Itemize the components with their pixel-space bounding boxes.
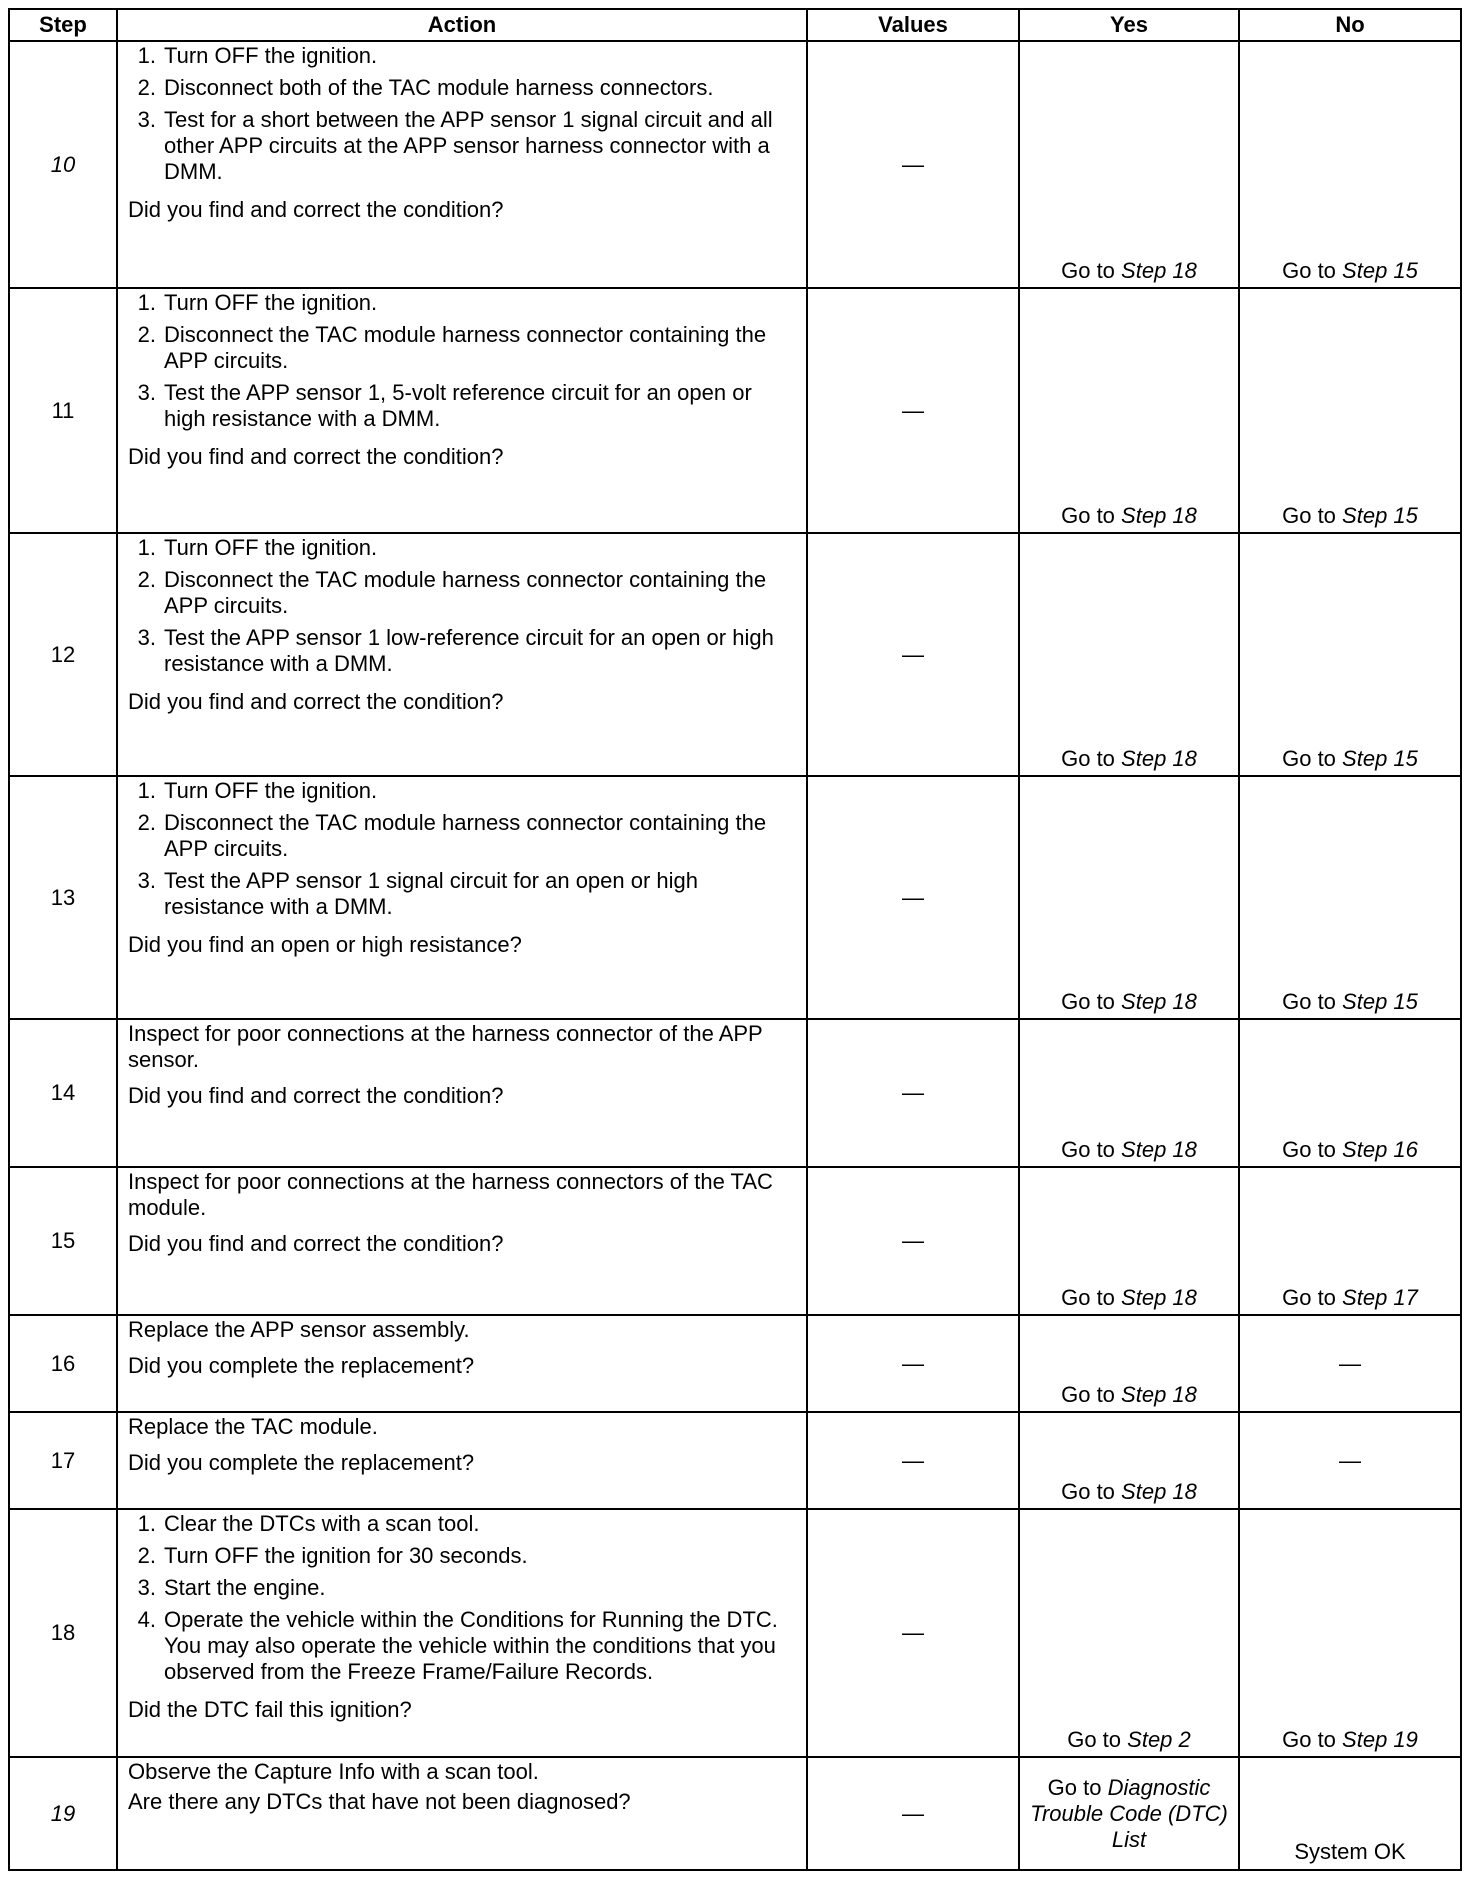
action-steps xyxy=(128,43,798,191)
action-cell xyxy=(117,41,807,288)
action-question: Did you complete the replacement? xyxy=(128,1353,475,1378)
no-step-link[interactable]: Step 17 xyxy=(1342,1285,1418,1310)
values-cell xyxy=(807,1509,1019,1757)
header-no: No xyxy=(1239,9,1461,41)
values-dash: — xyxy=(902,884,924,910)
action-question: Did you find and correct the condition? xyxy=(128,1083,504,1108)
no-step-link[interactable]: Step 15 xyxy=(1342,258,1418,283)
action-step: 3. Test the APP sensor 1, 5-volt reference circuit for an open or high resistance with a DMM. xyxy=(137,380,752,431)
values-dash: — xyxy=(902,1228,924,1253)
no-cell: Go to Step 16 xyxy=(1239,1019,1461,1167)
action-text: Replace the TAC module. xyxy=(128,1414,378,1439)
no-cell xyxy=(1239,1757,1461,1870)
yes-step-link[interactable]: Step 18 xyxy=(1121,1479,1197,1504)
no-step-link[interactable]: Step 15 xyxy=(1342,746,1418,771)
action-cell xyxy=(117,1167,807,1315)
table-row-step-17 xyxy=(9,1412,1461,1509)
action-step: 1. Turn OFF the ignition. xyxy=(137,43,378,68)
no-cell: Go to Step 15 xyxy=(1239,776,1461,1019)
action-step: 1. Clear the DTCs with a scan tool. xyxy=(137,1511,480,1536)
action-step: 2. Disconnect both of the TAC module harness connectors. xyxy=(137,75,714,100)
no-cell xyxy=(1239,1315,1461,1412)
no-cell: Go to Step 15 xyxy=(1239,41,1461,288)
values-dash: — xyxy=(902,1447,924,1473)
action-step: 3. Test the APP sensor 1 low-reference circuit for an open or high resistance with a DMM. xyxy=(137,625,774,676)
no-cell xyxy=(1239,1412,1461,1509)
yes-cell: Go to Step 2 xyxy=(1019,1509,1239,1757)
values-cell xyxy=(807,1757,1019,1870)
action-text: Replace the APP sensor assembly. xyxy=(128,1317,470,1342)
yes-step-link[interactable]: Step 2 xyxy=(1127,1727,1191,1752)
table-row-step-14 xyxy=(9,1019,1461,1167)
action-text: Inspect for poor connections at the harness connectors of the TAC module. xyxy=(128,1169,773,1220)
action-cell xyxy=(117,1757,807,1870)
action-text: Inspect for poor connections at the harness connector of the APP sensor. xyxy=(128,1021,763,1072)
table-row-step-18 xyxy=(9,1509,1461,1757)
diagnostic-steps-table xyxy=(8,8,1462,1871)
values-dash: — xyxy=(902,151,924,177)
no-dash: — xyxy=(1339,1350,1361,1376)
header-yes: Yes xyxy=(1019,9,1239,41)
action-step: 4. Operate the vehicle within the Conditions for Running the DTC. You may also operate the vehicle within the conditions that you observed from the Freeze Frame/Failure Records. xyxy=(137,1607,778,1684)
header-step: Step xyxy=(9,9,117,41)
step-number: 15 xyxy=(9,1167,117,1315)
yes-cell: Go to Step 18 xyxy=(1019,1315,1239,1412)
action-step: 2. Turn OFF the ignition for 30 seconds. xyxy=(137,1543,528,1568)
step-number: 19 xyxy=(9,1757,117,1870)
no-step-link[interactable]: Step 15 xyxy=(1342,503,1418,528)
step-number: 11 xyxy=(9,288,117,533)
action-question: Are there any DTCs that have not been diagnosed? xyxy=(128,1789,631,1814)
yes-step-link[interactable]: Step 18 xyxy=(1121,746,1197,771)
action-step: 2. Disconnect the TAC module harness connector containing the APP circuits. xyxy=(137,322,767,373)
action-question: Did you find and correct the condition? xyxy=(128,444,504,469)
step-number: 14 xyxy=(9,1019,117,1167)
table-row-step-16 xyxy=(9,1315,1461,1412)
yes-step-link[interactable]: Step 18 xyxy=(1121,503,1197,528)
yes-cell: Go to Step 18 xyxy=(1019,1019,1239,1167)
values-cell xyxy=(807,288,1019,533)
step-number: 12 xyxy=(9,533,117,776)
action-cell xyxy=(117,288,807,533)
step-number: 10 xyxy=(9,41,117,288)
yes-step-link[interactable]: Step 18 xyxy=(1121,989,1197,1014)
step-number: 18 xyxy=(9,1509,117,1757)
values-cell xyxy=(807,41,1019,288)
yes-cell: Go to Step 18 xyxy=(1019,1167,1239,1315)
table-row-step-19 xyxy=(9,1757,1461,1870)
action-question: Did you complete the replacement? xyxy=(128,1450,475,1475)
action-step: 3. Test the APP sensor 1 signal circuit for an open or high resistance with a DMM. xyxy=(137,868,699,919)
table-header-row xyxy=(9,9,1461,41)
yes-step-link[interactable]: Step 18 xyxy=(1121,1285,1197,1310)
action-steps xyxy=(128,1511,798,1691)
table-row-step-12 xyxy=(9,533,1461,776)
action-steps xyxy=(128,535,798,683)
yes-cell: Go to Step 18 xyxy=(1019,533,1239,776)
values-cell xyxy=(807,776,1019,1019)
header-action: Action xyxy=(117,9,807,41)
action-question: Did you find an open or high resistance? xyxy=(128,932,522,957)
action-cell xyxy=(117,1509,807,1757)
table-row-step-11 xyxy=(9,288,1461,533)
no-cell: Go to Step 15 xyxy=(1239,288,1461,533)
no-step-link[interactable]: Step 16 xyxy=(1342,1137,1418,1162)
values-cell xyxy=(807,1167,1019,1315)
system-ok-text: System OK xyxy=(1294,1839,1406,1864)
no-cell: Go to Step 17 xyxy=(1239,1167,1461,1315)
values-cell xyxy=(807,533,1019,776)
diagnostic-table-sheet xyxy=(8,8,1460,1871)
step-number: 17 xyxy=(9,1412,117,1509)
action-question: Did you find and correct the condition? xyxy=(128,1231,504,1256)
yes-step-link[interactable]: Step 18 xyxy=(1121,258,1197,283)
no-dash: — xyxy=(1339,1447,1361,1473)
values-dash: — xyxy=(902,1080,924,1105)
yes-step-link[interactable]: Step 18 xyxy=(1121,1137,1197,1162)
action-text: Observe the Capture Info with a scan tool. xyxy=(128,1759,539,1784)
values-cell xyxy=(807,1019,1019,1167)
values-cell xyxy=(807,1315,1019,1412)
yes-cell: Go to Diagnostic Trouble Code (DTC) List xyxy=(1019,1757,1239,1870)
values-dash: — xyxy=(902,1800,924,1826)
values-dash: — xyxy=(902,397,924,423)
action-cell xyxy=(117,776,807,1019)
step-number: 16 xyxy=(9,1315,117,1412)
values-dash: — xyxy=(902,641,924,667)
no-cell: Go to Step 19 xyxy=(1239,1509,1461,1757)
action-question: Did the DTC fail this ignition? xyxy=(128,1697,412,1722)
action-steps xyxy=(128,778,798,926)
action-steps xyxy=(128,290,798,438)
no-cell: Go to Step 15 xyxy=(1239,533,1461,776)
yes-cell: Go to Step 18 xyxy=(1019,288,1239,533)
action-cell xyxy=(117,1019,807,1167)
action-step: 1. Turn OFF the ignition. xyxy=(137,778,378,803)
action-step: 1. Turn OFF the ignition. xyxy=(137,290,378,315)
action-step: 1. Turn OFF the ignition. xyxy=(137,535,378,560)
values-cell xyxy=(807,1412,1019,1509)
dtc-list-link[interactable]: Diagnostic Trouble Code (DTC) List xyxy=(1030,1774,1228,1852)
action-step: 3. Start the engine. xyxy=(137,1575,326,1600)
values-dash: — xyxy=(902,1620,924,1645)
table-row-step-10 xyxy=(9,41,1461,288)
action-step: 2. Disconnect the TAC module harness connector containing the APP circuits. xyxy=(137,567,767,618)
action-step: 2. Disconnect the TAC module harness connector containing the APP circuits. xyxy=(137,810,767,861)
yes-step-link[interactable]: Step 18 xyxy=(1121,1382,1197,1407)
action-step: 3. Test for a short between the APP sensor 1 signal circuit and all other APP circuits at the APP sensor harness connector with a DMM. xyxy=(137,107,773,184)
no-step-link[interactable]: Step 15 xyxy=(1342,989,1418,1014)
table-row-step-13 xyxy=(9,776,1461,1019)
action-question: Did you find and correct the condition? xyxy=(128,689,504,714)
yes-cell: Go to Step 18 xyxy=(1019,1412,1239,1509)
header-values: Values xyxy=(807,9,1019,41)
values-dash: — xyxy=(902,1350,924,1376)
action-cell xyxy=(117,533,807,776)
no-step-link[interactable]: Step 19 xyxy=(1342,1727,1418,1752)
action-cell xyxy=(117,1315,807,1412)
table-row-step-15 xyxy=(9,1167,1461,1315)
action-cell xyxy=(117,1412,807,1509)
action-question: Did you find and correct the condition? xyxy=(128,197,504,222)
step-number: 13 xyxy=(9,776,117,1019)
yes-cell: Go to Step 18 xyxy=(1019,776,1239,1019)
yes-cell: Go to Step 18 xyxy=(1019,41,1239,288)
